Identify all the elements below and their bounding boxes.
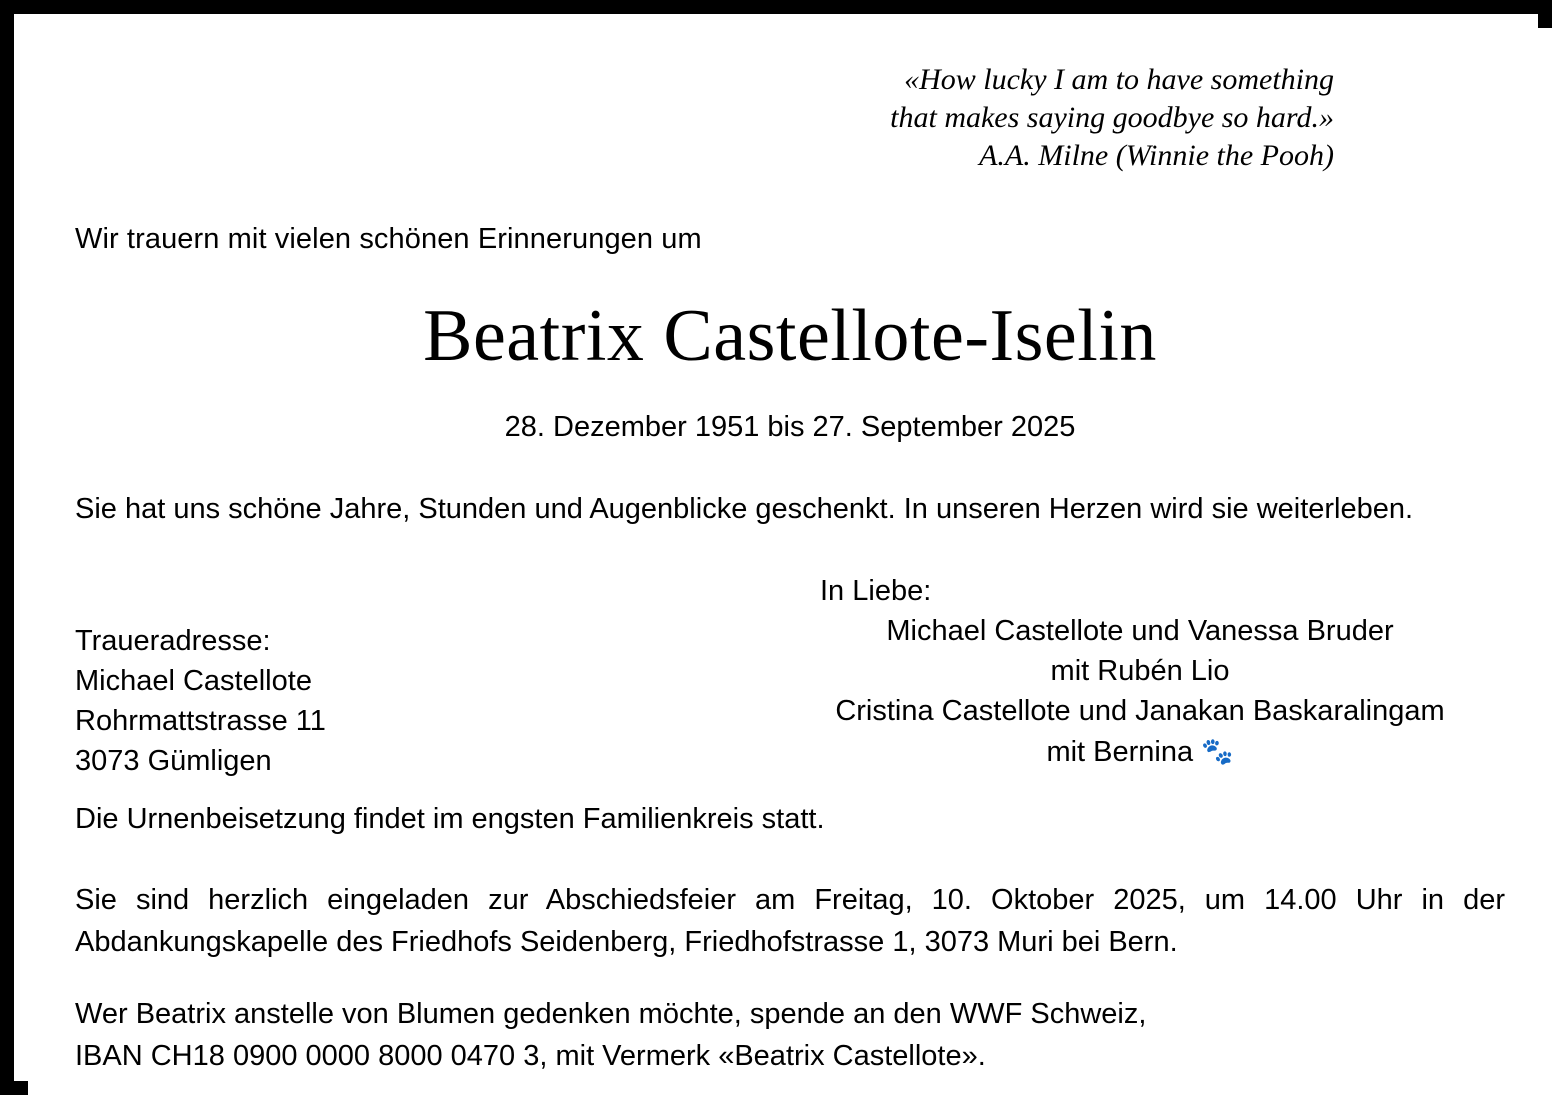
- quote-attribution: A.A. Milne (Winnie the Pooh): [979, 139, 1334, 172]
- burial-text: Die Urnenbeisetzung findet im engsten Familienkreis statt.: [75, 803, 825, 835]
- quote-line-2: that makes saying goodbye so hard.»: [890, 101, 1334, 134]
- family-line-2: mit Rubén Lio: [1050, 655, 1230, 687]
- family-line-4-text: mit Bernina: [1046, 736, 1194, 768]
- address-label: Traueradresse:: [75, 625, 271, 657]
- address-line-1: Michael Castellote: [75, 665, 312, 697]
- obituary-inner-frame: [28, 28, 1552, 1095]
- paw-print-icon: 🐾: [1201, 736, 1234, 766]
- obituary-content: [31, 31, 1549, 1092]
- family-line-4: [820, 731, 1460, 772]
- family-list: [820, 571, 1460, 772]
- donation-line-1: Wer Beatrix anstelle von Blumen gedenken möchte, spende an den WWF Schweiz,: [75, 998, 1147, 1030]
- address-line-3: 3073 Gümligen: [75, 745, 272, 777]
- memory-text: Sie hat uns schöne Jahre, Stunden und Augenblicke geschenkt. In unseren Herzen wird sie weiterleben.: [75, 493, 1414, 525]
- deceased-name: Beatrix Castellote-Iselin: [423, 295, 1157, 377]
- mourning-address: [75, 621, 326, 781]
- donation-line-2: IBAN CH18 0900 0000 8000 0470 3, mit Vermerk «Beatrix Castellote».: [75, 1040, 986, 1072]
- invitation-text: Sie sind herzlich eingeladen zur Abschiedsfeier am Freitag, 10. Oktober 2025, um 14.00 Uhr in der Abdankungskapelle des Friedhofs Seidenberg, Friedhofstrasse 1, 3073 Muri bei Bern.: [75, 884, 1505, 958]
- family-line-1: Michael Castellote und Vanessa Bruder: [886, 615, 1394, 647]
- family-label: In Liebe:: [820, 575, 932, 607]
- quote-block: [890, 61, 1334, 175]
- quote-line-1: «How lucky I am to have something: [904, 63, 1334, 96]
- donation-block: [75, 993, 1146, 1077]
- family-line-3: Cristina Castellote und Janakan Baskaralingam: [835, 695, 1445, 727]
- intro-text: Wir trauern mit vielen schönen Erinnerungen um: [75, 223, 702, 255]
- address-line-2: Rohrmattstrasse 11: [75, 705, 326, 737]
- life-dates: 28. Dezember 1951 bis 27. September 2025: [504, 411, 1076, 443]
